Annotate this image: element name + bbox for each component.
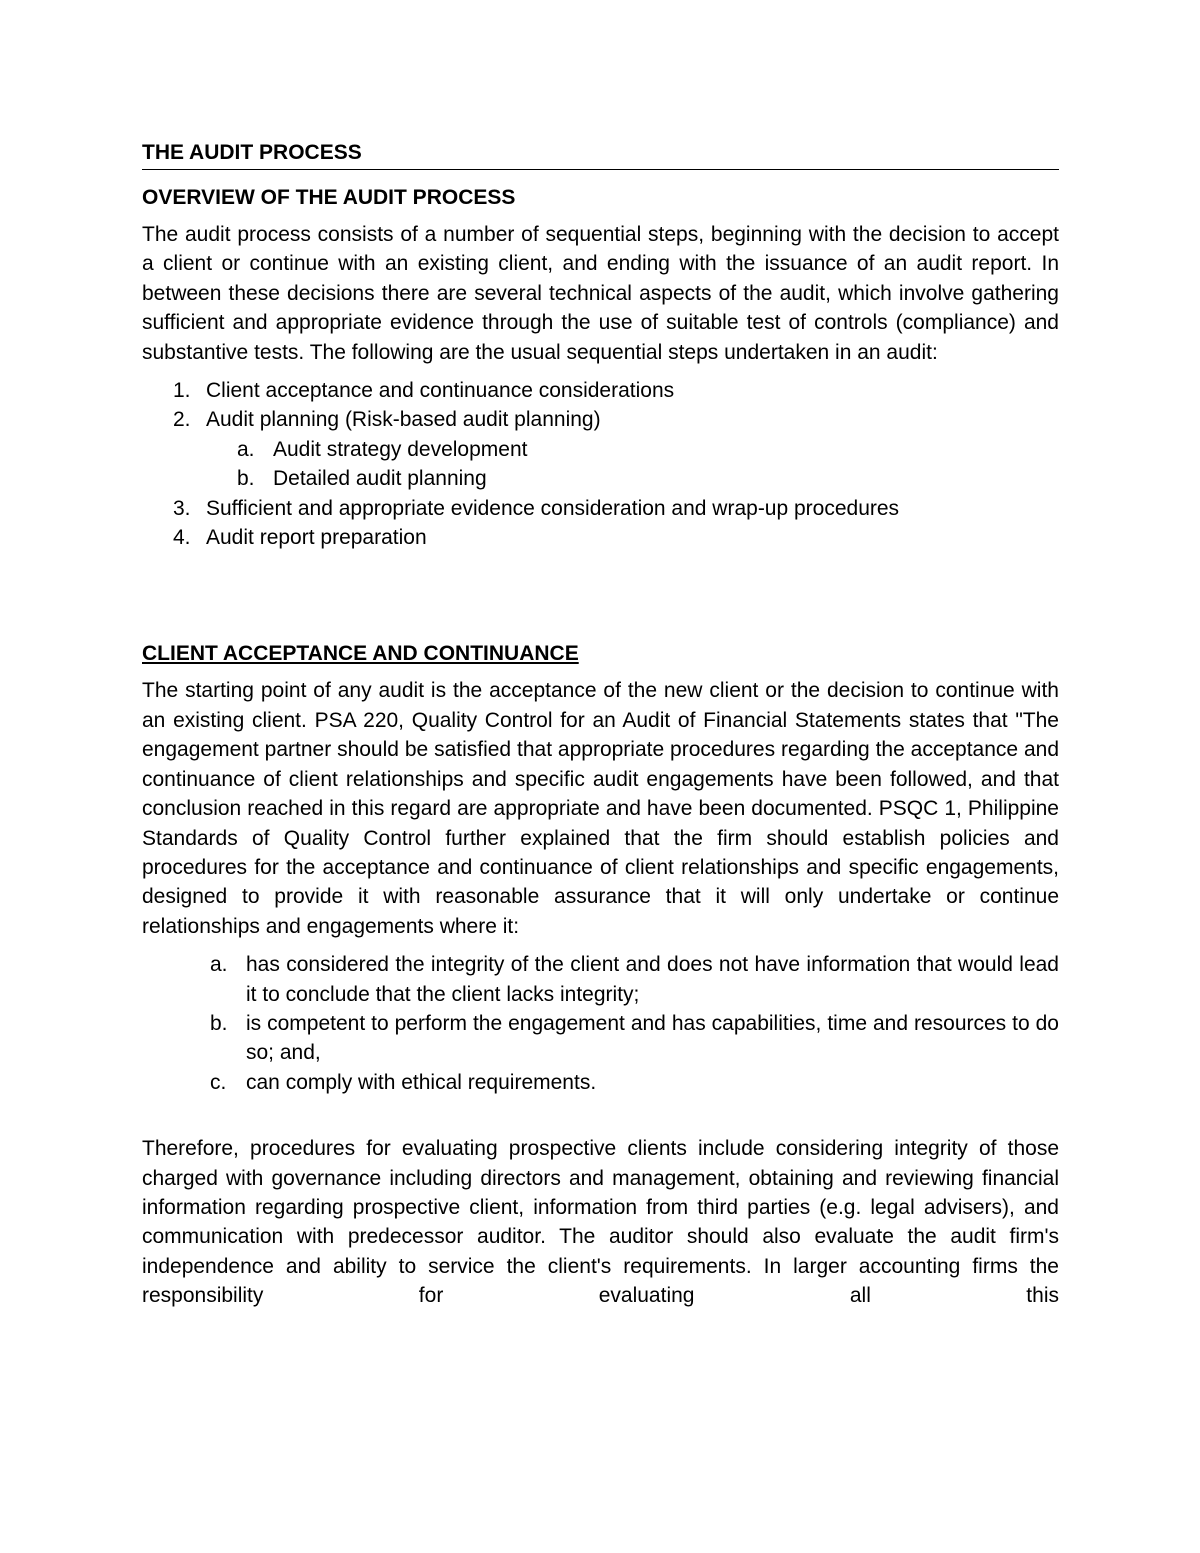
list-text: can comply with ethical requirements.: [246, 1070, 597, 1094]
list-letter: a.: [210, 953, 228, 977]
document-title: THE AUDIT PROCESS: [142, 141, 362, 164]
client-acceptance-paragraph: The starting point of any audit is the acceptance of the new client or the decision to continue with an existing client. PSA 220, Quality Control for an Audit of Financial Statements states that "The engagement partner should be satisfied that appropriate procedures regarding the acceptance and continuance of client relationships and specific audit engagements have been followed, and that conclusion reached in this regard are appropriate and have been documented. PSQC 1, Philippine Standards of Quality Control further explained that the firm should establish policies and procedures for the acceptance and continuance of client relationships and specific engagements, designed to provide it with reasonable assurance that it will only undertake or continue relationships and engagements where it:: [142, 679, 1059, 938]
list-text: Detailed audit planning: [273, 467, 487, 491]
list-item: [142, 1068, 1059, 1097]
list-text: is competent to perform the engagement and has capabilities, time and resources to do so; and,: [246, 1011, 1059, 1065]
list-item: [206, 435, 1059, 464]
list-letter: b.: [210, 1011, 228, 1035]
acceptance-criteria-list: [142, 950, 1059, 1097]
document-page: [142, 138, 1059, 1311]
list-text: Audit strategy development: [273, 437, 528, 461]
list-item: [142, 494, 1059, 523]
client-acceptance-heading: CLIENT ACCEPTANCE AND CONTINUANCE: [142, 642, 579, 666]
list-letter: b.: [237, 467, 255, 491]
list-item: [142, 523, 1059, 552]
list-text: Audit planning (Risk-based audit planning): [206, 408, 601, 432]
title-block: [142, 138, 1059, 170]
list-item: [142, 376, 1059, 405]
list-item: [142, 405, 1059, 434]
audit-steps-list: [142, 376, 1059, 552]
list-text: has considered the integrity of the client and does not have information that would lead it to conclude that the client lacks integrity;: [246, 953, 1059, 1006]
list-number: 4.: [173, 526, 191, 550]
audit-substeps-list: [206, 435, 1059, 494]
list-number: 3.: [173, 496, 191, 520]
list-number: 1.: [173, 379, 191, 403]
list-text: Sufficient and appropriate evidence consideration and wrap-up procedures: [206, 496, 900, 520]
overview-paragraph: The audit process consists of a number of sequential steps, beginning with the decision to accept a client or continue with an existing client, and ending with the issuance of an audit report. In between these decisions there are several technical aspects of the audit, which involve gathering sufficient and appropriate evidence through the use of suitable test of controls (compliance) and substantive tests. The following are the usual sequential steps undertaken in an audit:: [142, 223, 1059, 364]
list-text: Audit report preparation: [206, 526, 427, 550]
list-letter: c.: [210, 1070, 227, 1094]
list-item: [142, 1009, 1059, 1068]
closing-paragraph: Therefore, procedures for evaluating prospective clients include considering integrity of those charged with governance including directors and management, obtaining and reviewing financial information regarding prospective client, information from third parties (e.g. legal advisers), and communication with predecessor auditor. The auditor should also evaluate the audit firm's independence and ability to service the client's requirements. In larger accounting firms the responsibility for evaluating all this: [142, 1137, 1059, 1308]
list-item: [206, 464, 1059, 493]
list-text: Client acceptance and continuance considerations: [206, 379, 675, 403]
overview-heading: OVERVIEW OF THE AUDIT PROCESS: [142, 186, 516, 209]
list-item: [142, 950, 1059, 1009]
list-number: 2.: [173, 408, 191, 432]
sublist-container: [142, 435, 1059, 494]
list-letter: a.: [237, 437, 255, 461]
